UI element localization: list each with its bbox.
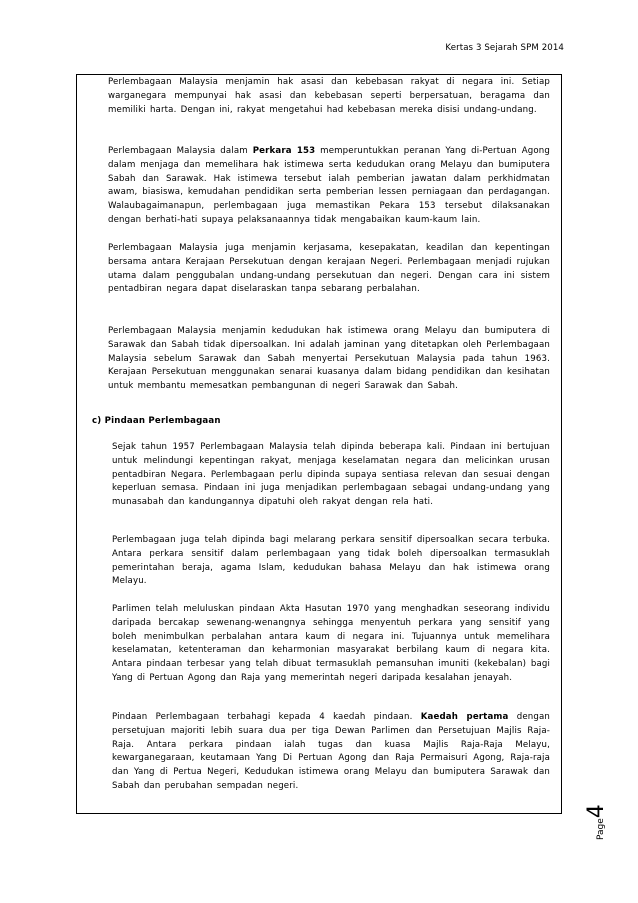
paragraph-text-after-bold: memperuntukkan peranan Yang di-Pertuan Agong dalam menjaga dan memelihara hak istimewa serta kedudukan orang Melayu dan bumiputera Sabah dan Sarawak. Hak istimewa tersebut ialah pemberian jawatan dalam perkhidmatan awam, biasiswa, kemudahan pendidikan serta pemberian lessen perniagaan dan perdagangan. Walaubagaimanapun, perlembagaan juga memastikan Pekara 153 tersebut dilaksanakan dengan berhati-hati supaya pelaksanaannya tidak mengabaikan kaum-kaum lain. [108, 146, 550, 225]
page-number-marker [586, 790, 616, 840]
paragraph-federal-state-cooperation: Perlembagaan Malaysia juga menjamin kerjasama, kesepakatan, keadilan dan kepentingan bersama antara Kerajaan Persekutuan dengan kerajaan Negeri. Perlembagaan menjadi rujukan utama dalam penggubalan undang-undang persekutuan dan negeri. Dengan cara ini sistem pentadbiran negara dapat diselaraskan tanpa sebarang perbalahan. [108, 243, 550, 295]
bold-term-perkara-153: Perkara 153 [252, 146, 316, 156]
document-header-title: Kertas 3 Sejarah SPM 2014 [445, 43, 564, 53]
paragraph-text-before-bold: Pindaan Perlembagaan terbahagi kepada 4 kaedah pindaan. [112, 712, 421, 722]
paragraph-sensitive-issues: Perlembagaan juga telah dipinda bagi melarang perkara sensitif dipersoalkan secara terbuka. Antara perkara sensitif dalam perlembagaan yang tidak boleh dipersoalkan termasuklah pemerintahan beraja, agama Islam, kedudukan bahasa Melayu dan hak istimewa orang Melayu. [112, 535, 550, 587]
paragraph-article-153 [108, 145, 550, 228]
paragraph-amendment-history: Sejak tahun 1957 Perlembagaan Malaysia telah dipinda beberapa kali. Pindaan ini bertujuan untuk melindungi kepentingan rakyat, menjaga keselamatan negara dan melicinkan urusan pentadbiran Negara. Perlembagaan perlu dipinda supaya sentiasa relevan dan sesuai dengan keperluan semasa. Pindaan ini juga menjadikan perlembagaan sebagai undang-undang yang munasabah dan kandungannya dipatuhi oleh rakyat dengan rela hati. [112, 442, 550, 507]
paragraph-text-before-bold: Perlembagaan Malaysia dalam [108, 146, 253, 156]
paragraph-sedition-act: Parlimen telah meluluskan pindaan Akta Hasutan 1970 yang menghadkan seseorang individu daripada bercakap sewenang-wenangnya sehingga menyentuh perkara yang sensitif yang boleh menimbulkan perbalahan antara kaum di negara ini. Tujuannya untuk memelihara keselamatan, ketenteraman dan keharmonian masyarakat berbilang kaum di negara kita. Antara pindaan terbesar yang telah dibuat termasuklah pemansuhan imuniti (kekebalan) bagi Yang di Pertuan Agong dan Raja yang memerintah negeri daripada kesalahan jenayah. [112, 604, 550, 683]
paragraph-human-rights: Perlembagaan Malaysia menjamin hak asasi dan kebebasan rakyat di negara ini. Setiap warganegara mempunyai hak asasi dan kebebasan seperti berpersatuan, beragama dan memiliki harta. Dengan ini, rakyat mengetahui had kebebasan mereka disisi undang-undang. [108, 77, 550, 115]
page-label: Page [596, 818, 606, 840]
section-heading-pindaan: c) Pindaan Perlembagaan [92, 416, 221, 426]
paragraph-amendment-methods [112, 711, 550, 794]
paragraph-text-after-bold: dengan persetujuan majoriti lebih suara dua per tiga Dewan Parlimen dan Persetujuan Majlis Raja-Raja. Antara perkara pindaan ialah tugas dan kuasa Majlis Raja-Raja Melayu, kewarganegaraan, keutamaan Yang Di Pertuan Agong dan Raja Permaisuri Agong, Raja-raja dan Yang di Pertua Negeri, Kedudukan istimewa orang Melayu dan bumiputera Sarawak dan Sabah dan perubahan sempadan negeri. [112, 712, 550, 791]
page-number: 4 [584, 804, 609, 819]
paragraph-sabah-sarawak-guarantee: Perlembagaan Malaysia menjamin kedudukan hak istimewa orang Melayu dan bumiputera di Sarawak dan Sabah tidak dipersoalkan. Ini adalah jaminan yang ditetapkan oleh Perlembagaan Malaysia sebelum Sarawak dan Sabah menyertai Persekutuan Malaysia pada tahun 1963. Kerajaan Persekutuan menggunakan senarai kuasanya dalam bidang pendidikan dan kesihatan untuk membantu memesatkan pembangunan di negeri Sarawak dan Sabah. [108, 326, 550, 391]
bold-term-kaedah-pertama: Kaedah pertama [420, 712, 509, 722]
